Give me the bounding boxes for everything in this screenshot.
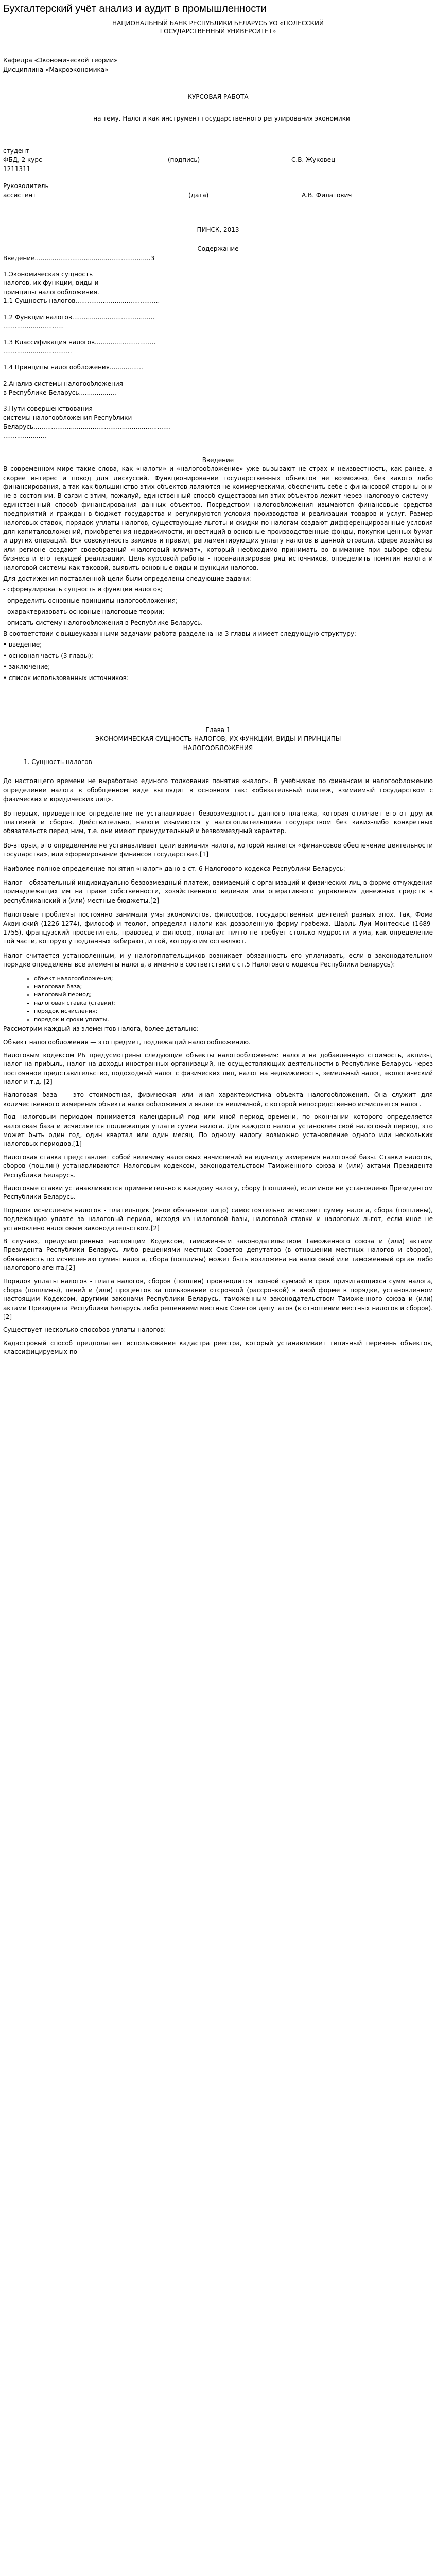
chapter-paragraph: Порядок уплаты налогов - плата налогов, сборов (пошлин) производится полной суммой в срок причитающихся сумм налога, сбора (пошлины), пеней и (или) процентов за пользование отсрочкой (рассрочкой) в иной форме в порядке, установленном настоящим Кодексом, другими законами Республики Беларусь, таможенным законодательством Таможенного союза и (или) актами Президента Республики Беларусь либо решениями местных Советов депутатов (в отношении местных налогов и сборов).[2]	[3, 1277, 433, 1321]
university-name: ГОСУДАРСТВЕННЫЙ УНИВЕРСИТЕТ»	[160, 28, 276, 36]
toc-line: ......................	[3, 432, 46, 439]
intro-heading: Введение	[202, 456, 234, 464]
chapter-paragraph: Существует несколько способов уплаты налогов:	[3, 1326, 166, 1334]
intro-paragraph: В современном мире такие слова, как «налоги» и «налогообложение» уже вызывают не страх и неизвестность, как ранее, а скорее интерес и повод для дискуссий. Функционирование государственных объектов не возможно, без какого либо финансирования, а так как большинство этих объектов являются не коммерческими, обеспечить себе с финансовой стороны они не в состоянии. В связи с этим, пожалуй, единственный способ существования этих объектов лежит через налоговую систему - единственный способ финансирования данных объектов. Посредством налогообложения изымаются финансовые средства предприятий и граждан в бюджет государства и регулируются условия производства и реализации товаров и услуг. Размер налоговых ставок, порядок уплаты налогов, существующие льготы и скидки по налогам создают дифференцированные условия для капиталовложений, приобретения недвижимости, инвестиций в основные производственные фонды, покупки ценных бумаг и других операций. Вся совокупность законов и правил, регламентирующих уплату налогов в данной отрасли, сфере хозяйства или регионе создают своеобразный «налоговый климат», который необходимо принимать во внимание при выборе сферы бизнеса и его текущей реализации. Цель курсовой работы - проанализировав ряд источников, определить понятия налога и налоговой системы как таковой, выявить основные виды и функции налогов.	[3, 465, 433, 571]
supervisor-title: ассистент	[3, 191, 37, 199]
list-item: • порядок и сроки уплаты.	[34, 1015, 433, 1024]
signature-placeholder: (подпись)	[168, 156, 200, 164]
supervisor-name: А.В. Филатович	[302, 191, 352, 199]
table-of-contents	[3, 254, 433, 440]
chapter-paragraph: Кадастровый способ предполагает использование кадастра реестра, который устанавливает типичный перечень объектов, классифицируемых по	[3, 1339, 433, 1356]
supervisor-row	[3, 191, 433, 200]
work-type: КУРСОВАЯ РАБОТА	[187, 93, 249, 101]
student-id: 1211311	[3, 165, 31, 173]
toc-line: 2.Анализ системы налогообложения	[3, 380, 123, 387]
toc-line: 1.3 Классификация налогов...............................	[3, 338, 156, 346]
toc-spacer	[3, 331, 433, 338]
chapter-label: Глава 1	[205, 726, 231, 734]
list-item: • налоговый период;	[34, 991, 433, 999]
department: Кафедра «Экономической теории»	[3, 57, 118, 64]
discipline: Дисциплина «Макроэкономика»	[3, 65, 109, 73]
intro-paragraph: • список использованных источников:	[3, 674, 129, 682]
intro-paragraph: • основная часть (3 главы);	[3, 652, 93, 659]
list-item: • налоговая ставка (ставки);	[34, 999, 433, 1007]
chapter-paragraph: Наиболее полное определение понятия «налог» дано в ст. 6 Налогового кодекса Республики Беларусь:	[3, 865, 345, 872]
list-item: • объект налогообложения;	[34, 975, 433, 983]
list-item: • порядок исчисления;	[34, 1007, 433, 1015]
chapter-title-line2: НАЛОГООБЛОЖЕНИЯ	[183, 744, 253, 752]
chapter-paragraph: Под налоговым периодом понимается календарный год или иной период времени, по окончании которого определяется налоговая база и исчисляется подлежащая уплате сумма налога. Для каждого налога установлен свой налоговый период, это может быть один год, один квартал или один месяц. По одному налогу возможно установление одного или нескольких налоговых периодов.[1]	[3, 1113, 433, 1148]
intro-body	[3, 465, 433, 683]
supervisor-label: Руководитель	[3, 182, 49, 190]
city-year: ПИНСК, 2013	[197, 226, 239, 233]
chapter-paragraph: Порядок исчисления налогов - плательщик (иное обязанное лицо) самостоятельно исчисляет сумму налога, сбора (пошлины), подлежащую уплате за налоговый период, исходя из налоговой базы, налоговой ставки и налоговых льгот, если иное не установлено налоговым законодательством.[2]	[3, 1206, 433, 1232]
chapter-paragraph: Налоговые проблемы постоянно занимали умы экономистов, философов, государственных деятелей разных эпох. Так, Фома Аквинский (1226-1274), философ и теолог, определял налоги как дозволенную форму грабежа. Шарль Луи Монтескье (1689-1755), французский просветитель, правовед и философ, полагал: ничто не требует столько мудрости и ума, как определение той части, которую у подданных забирают, и той, которую им оставляют.	[3, 911, 433, 945]
student-label: студент	[3, 147, 30, 155]
toc-line: 1.2 Функции налогов..........................................	[3, 313, 155, 321]
toc-spacer	[3, 397, 433, 404]
toc-line: Беларусь......................................................................	[3, 423, 171, 431]
toc-line: ...............................	[3, 323, 64, 330]
toc-line: системы налогообложения Республики	[3, 414, 132, 421]
chapter-paragraph: До настоящего времени не выработано единого толкования понятия «налог». В учебниках по финансам и налогообложению определение налога в обобщенном виде выглядит в основном так: «обязательный платеж, взимаемый государством с физических и юридических лиц».	[3, 777, 433, 803]
toc-spacer	[3, 306, 433, 313]
chapter-title-line1: ЭКОНОМИЧЕСКАЯ СУЩНОСТЬ НАЛОГОВ, ИХ ФУНКЦИИ, ВИДЫ И ПРИНЦИПЫ	[95, 735, 341, 743]
toc-line: в Республике Беларусь...................	[3, 388, 116, 396]
chapter-paragraph: Объект налогообложения — это предмет, подлежащий налогообложению.	[3, 1038, 251, 1046]
work-topic: на тему. Налоги как инструмент государственного регулирования экономики	[93, 114, 350, 122]
section-heading: 1. Сущность налогов	[24, 758, 92, 766]
intro-paragraph: - охарактеризовать основные налоговые теории;	[3, 608, 165, 616]
tax-elements-list	[3, 975, 433, 1024]
toc-line: 1.4 Принципы налогообложения.................	[3, 364, 143, 371]
toc-line: Введение...........................................................3	[3, 254, 155, 262]
toc-heading: Содержание	[197, 245, 239, 253]
site-title: Бухгалтерский учёт анализ и аудит в промышленности	[3, 3, 267, 14]
intro-paragraph: • заключение;	[3, 663, 50, 671]
chapter-paragraph: Налог - обязательный индивидуально безвозмездный платеж, взимаемый с организаций и физических лиц в форме отчуждения принадлежащих им на праве собственности, хозяйственного ведения или оперативного управления денежных средств в республиканский и (или) местные бюджеты.[2]	[3, 878, 433, 904]
date-placeholder: (дата)	[188, 191, 209, 199]
chapter-paragraph: Налоговая база — это стоимостная, физическая или иная характеристика объекта налогообложения. Она служит для количественного измерения объекта налогообложения и является величиной, с которой непосредственно исчисляется налог.	[3, 1091, 433, 1108]
student-name: С.В. Жуковец	[291, 156, 336, 164]
toc-line: налогов, их функции, виды и	[3, 279, 99, 287]
chapter-paragraph: Налог считается установленным, и у налогоплательщиков возникает обязанность его уплачивать, если в законодательном порядке определены все элементы налога, а именно в соответствии с ст.5 Налогового кодекса Республики Беларусь):	[3, 952, 433, 969]
intro-paragraph: - определить основные принципы налогообложения;	[3, 597, 178, 604]
student-row	[3, 156, 433, 164]
chapter1-body-a	[3, 777, 433, 969]
toc-spacer	[3, 372, 433, 380]
intro-paragraph: Для достижения поставленной цели были определены следующие задачи:	[3, 575, 251, 582]
chapter-paragraph: Налоговым кодексом РБ предусмотрены следующие объекты налогообложения: налоги на добавленную стоимость, акцизы, налог на прибыль, налог на доходы иностранных организаций, не осуществляющих деятельности в Республике Беларусь через постоянное представительство, подоходный налог с физических лиц, налог на недвижимость, земельный налог, экологический налог и т.д. [2]	[3, 1051, 433, 1086]
toc-line: принципы налогообложения.	[3, 288, 99, 296]
bank-name: НАЦИОНАЛЬНЫЙ БАНК РЕСПУБЛИКИ БЕЛАРУСЬ УО «ПОЛЕССКИЙ	[112, 20, 324, 27]
toc-spacer	[3, 263, 433, 270]
student-group: ФБД, 2 курс	[3, 156, 42, 164]
chapter-paragraph: Во-вторых, это определение не устанавливает цели взимания налога, которой является «финансовое обеспечение деятельности государства», или «формирование финансов государства».[1]	[3, 841, 433, 858]
chapter-paragraph: В случаях, предусмотренных настоящим Кодексом, таможенным законодательством Таможенного союза и (или) актами Президента Республики Беларусь либо решениями местных Советов депутатов (в отношении местных налогов и сборов), обязанность по исчислению суммы налога, сбора (пошлины) может быть возложена на налоговый или таможенный орган либо налогового агента.[2]	[3, 1237, 433, 1272]
intro-paragraph: В соответствии с вышеуказанными задачами работа разделена на 3 главы и имеет следующую структуру:	[3, 630, 356, 637]
university-header	[3, 19, 433, 36]
toc-spacer	[3, 356, 433, 363]
chapter-paragraph: Во-первых, приведенное определение не устанавливает безвозмездность данного платежа, которая отличает его от других платежей и сборов. Действительно, налоги изымаются у налогоплательщика государством без каких-либо конкретных обязательств перед ним, т.е. они имеют принудительный и безвозмездный характер.	[3, 809, 433, 835]
chapter-paragraph: Рассмотрим каждый из элементов налога, более детально:	[3, 1025, 199, 1033]
list-item: • налоговая база;	[34, 982, 433, 991]
toc-line: 1.Экономическая сущность	[3, 270, 93, 278]
toc-line: 1.1 Сущность налогов...........................................	[3, 297, 160, 305]
toc-line: ...................................	[3, 347, 72, 355]
chapter-paragraph: Налоговая ставка представляет собой величину налоговых начислений на единицу измерения налоговой базы. Ставки налогов, сборов (пошлин) устанавливаются Налоговым кодексом, законодательством Таможенного союза и (или) актами Президента Республики Беларусь.	[3, 1153, 433, 1179]
intro-paragraph: - описать систему налогообложения в Республике Беларусь.	[3, 619, 203, 626]
intro-paragraph: - сформулировать сущность и функции налогов;	[3, 586, 163, 594]
chapter-paragraph: Налоговые ставки устанавливаются применительно к каждому налогу, сбору (пошлине), если иное не установлено Президентом Республики Беларусь.	[3, 1184, 433, 1201]
toc-line: 3.Пути совершенствования	[3, 405, 93, 413]
chapter1-body-b	[3, 1025, 433, 1357]
intro-paragraph: • введение;	[3, 641, 42, 649]
